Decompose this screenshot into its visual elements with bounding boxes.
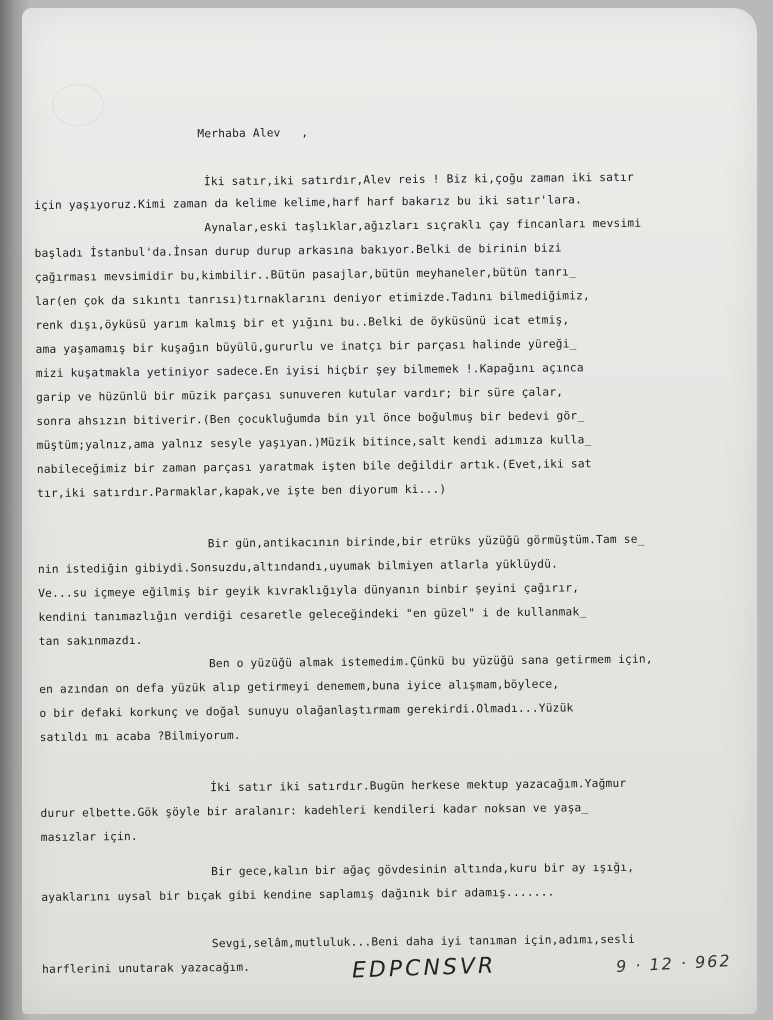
letter-line: o bir defaki korkunç ve doğal sunuyu olağanlaştırmam gerekirdi.Olmadı...Yüzük <box>39 701 574 720</box>
letter-line: Aynalar,eski taşlıklar,ağızları sıçraklı çay fincanları mevsimi <box>204 216 642 235</box>
letter-line: ama yaşamamış bir kuşağın büyülü,gururlu ve inatçı bir parçası halinde yüreği_ <box>35 337 577 356</box>
letter-line: masızlar için. <box>40 829 138 844</box>
letter-line: mizi kuşatmakla yetiniyor sadece.En iyisi hiçbir şey bilmemek !.Kapağını açınca <box>35 361 584 380</box>
letter-line: en azından on defa yüzük alıp getirmeyi denemem,buna iyice alışmam,böylece, <box>39 677 560 696</box>
handwritten-date: 9 · 12 · 962 <box>615 950 733 977</box>
letter-line: çağırması mevsimidir bu,kimbilir..Bütün pasajlar,bütün meyhaneler,bütün tanrı_ <box>34 265 576 284</box>
letter-line: nin istediğin gibiydi.Sonsuzdu,altındandı,uyumak bilmiyen atlarla yüklüydü. <box>37 557 559 576</box>
pencil-mark <box>52 84 104 126</box>
letter-line: İki satır iki satırdır.Bugün herkese mektup yazacağım.Yağmur <box>210 776 627 795</box>
letter-line: tır,iki satırdır.Parmaklar,kapak,ve işte ben diyorum ki...) <box>37 482 447 500</box>
letter-line: satıldı mı acaba ?Bilmiyorum. <box>39 728 241 744</box>
letter-line: başladı İstanbul'da.İnsan durup durup arkasına bakıyor.Belki de birinin bizi <box>34 241 562 260</box>
letter-line: ayaklarını uysal bir bıçak gibi kendine saplamış dağınık bir adamış....... <box>41 885 555 904</box>
letter-line: Bir gece,kalın bir ağaç gövdesinin altında,kuru bir ay ışığı, <box>211 860 635 879</box>
letter-line: lar(en çok da sıkıntı tanrısı)tırnaklarını deniyor etimizde.Tadını bilmediğimiz, <box>35 289 590 308</box>
letter-line: Ve...su içmeye eğilmiş bir geyik kıvraklığıyla dünyanın binbir şeyini çağırır, <box>38 581 580 600</box>
letter-line: Bir gün,antikacının birinde,bir etrüks yüzüğü görmüştüm.Tam se_ <box>207 532 645 551</box>
letter-line: renk dışı,öyküsü yarım kalmış bir et yığını bu..Belki de öyküsünü icat etmiş, <box>35 313 570 332</box>
letter-line: nabileceğimiz bir zaman parçası yaratmak işten bile değildir artık.(Evet,iki sat <box>36 457 592 476</box>
letter-line: harflerini unutarak yazacağım. <box>42 960 251 976</box>
letter-line: garip ve hüzünlü bir müzik parçası sunuveren kutular vardır; bir süre çalar, <box>36 385 564 404</box>
letter-line: müştüm;yalnız,ama yalnız sesyle yaşıyan.)Müzik bitince,salt kendi adımıza kulla_ <box>36 433 592 452</box>
letter-line: İki satır,iki satırdır,Alev reis ! Biz ki,çoğu zaman iki satır <box>203 170 634 189</box>
handwritten-signature: EDPCNSVR <box>351 953 497 984</box>
letter-line: Sevgi,selâm,mutluluk...Beni daha iyi tanıman için,adımı,sesli <box>211 932 635 951</box>
letter-line: için yaşıyoruz.Kimi zaman da kelime kelime,harf harf bakarız bu iki satır'lara. <box>34 193 583 212</box>
letter-line: kendini tanımazlığın verdiği cesaretle geleceğindeki "en güzel" i de kullanmak_ <box>38 605 587 624</box>
letter-line: durur elbette.Gök şöyle bir aralanır: kadehleri kendileri kadar noksan ve yaşa_ <box>40 801 589 820</box>
salutation: Merhaba Alev , <box>197 126 309 141</box>
letter-line: Ben o yüzüğü almak istemedim.Çünkü bu yüzüğü sana getirmem için, <box>208 652 653 671</box>
letter-line: tan sakınmazdı. <box>38 633 143 648</box>
letter-line: sonra ahsızın bitiverir.(Ben çocukluğumda bin yıl önce boğulmuş bir bedevi gör_ <box>36 409 585 428</box>
